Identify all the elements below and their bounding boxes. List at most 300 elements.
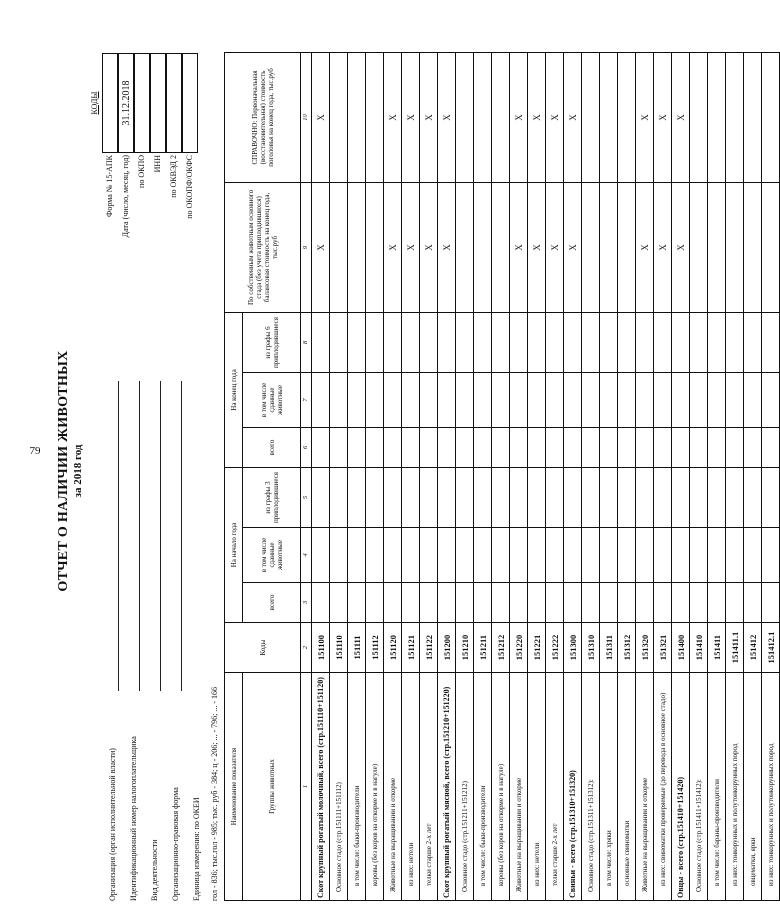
reference-value-cell[interactable] xyxy=(456,52,474,182)
value-cell[interactable] xyxy=(438,373,456,428)
reference-value-cell[interactable]: X xyxy=(672,52,690,182)
value-cell[interactable] xyxy=(402,583,420,623)
row-code: 151200 xyxy=(438,623,456,673)
value-cell[interactable] xyxy=(654,373,672,428)
value-cell[interactable] xyxy=(312,373,330,428)
row-code: 151310 xyxy=(582,623,600,673)
value-cell[interactable] xyxy=(636,312,654,372)
value-cell[interactable] xyxy=(708,428,726,468)
value-cell[interactable] xyxy=(456,528,474,583)
row-code: 151211 xyxy=(474,623,492,673)
value-cell[interactable] xyxy=(744,583,762,623)
reference-value-cell[interactable]: X xyxy=(384,52,402,182)
value-cell[interactable] xyxy=(546,583,564,623)
table-row xyxy=(312,52,330,900)
value-cell[interactable] xyxy=(546,528,564,583)
own-value-cell[interactable] xyxy=(708,182,726,312)
value-cell[interactable] xyxy=(348,373,366,428)
own-value-cell[interactable] xyxy=(348,182,366,312)
own-value-cell[interactable]: X xyxy=(546,182,564,312)
value-cell[interactable] xyxy=(492,312,510,372)
value-cell[interactable] xyxy=(744,468,762,528)
header-end-from6: из графы 6 приплодившиеся xyxy=(243,312,301,372)
units-field: Единица измерения: по ОКЕИ xyxy=(192,797,201,901)
own-value-cell[interactable] xyxy=(690,182,708,312)
reference-value-cell[interactable] xyxy=(366,52,384,182)
value-cell[interactable] xyxy=(348,528,366,583)
value-cell[interactable] xyxy=(726,583,744,623)
value-cell[interactable] xyxy=(546,468,564,528)
value-cell[interactable] xyxy=(474,468,492,528)
value-cell[interactable] xyxy=(492,528,510,583)
row-label: Животные на выращивании и откорме xyxy=(510,673,528,901)
value-cell[interactable] xyxy=(402,468,420,528)
value-cell[interactable] xyxy=(528,468,546,528)
codes-okopf-row: по ОКОПФ/ОКФС xyxy=(182,53,198,341)
value-cell[interactable] xyxy=(438,468,456,528)
value-cell[interactable] xyxy=(366,528,384,583)
header-section xyxy=(92,53,222,901)
table-row xyxy=(744,52,762,900)
table-row xyxy=(528,52,546,900)
value-cell[interactable] xyxy=(438,528,456,583)
own-value-cell[interactable]: X xyxy=(384,182,402,312)
row-label: Овцы - всего (стр.151410+151420) xyxy=(672,673,690,901)
own-value-cell[interactable] xyxy=(582,182,600,312)
row-code: 151112 xyxy=(366,623,384,673)
row-label: из них: тонкорунных и полутонкорунных пород xyxy=(762,673,780,901)
row-label: из них: нетели xyxy=(528,673,546,901)
value-cell[interactable] xyxy=(474,583,492,623)
value-cell[interactable] xyxy=(546,373,564,428)
value-cell[interactable] xyxy=(366,583,384,623)
tax-id-field: Идентификационный номер налогоплательщика xyxy=(125,381,146,901)
value-cell[interactable] xyxy=(672,528,690,583)
activity-field: Вид деятельности xyxy=(146,381,167,901)
own-value-cell[interactable] xyxy=(618,182,636,312)
value-cell[interactable] xyxy=(384,468,402,528)
header-fields xyxy=(104,381,209,901)
row-code: 151312 xyxy=(618,623,636,673)
value-cell[interactable] xyxy=(420,428,438,468)
value-cell[interactable] xyxy=(330,312,348,372)
row-code: 151100 xyxy=(312,623,330,673)
value-cell[interactable] xyxy=(708,373,726,428)
table-row xyxy=(600,52,618,900)
value-cell[interactable] xyxy=(690,468,708,528)
value-cell[interactable] xyxy=(564,373,582,428)
value-cell[interactable] xyxy=(564,583,582,623)
reference-value-cell[interactable] xyxy=(600,52,618,182)
own-value-cell[interactable]: X xyxy=(564,182,582,312)
value-cell[interactable] xyxy=(618,528,636,583)
value-cell[interactable] xyxy=(636,468,654,528)
value-cell[interactable] xyxy=(708,528,726,583)
header-start-leased: в том числе сданные животные xyxy=(243,528,301,583)
value-cell[interactable] xyxy=(600,528,618,583)
value-cell[interactable] xyxy=(618,428,636,468)
reference-value-cell[interactable] xyxy=(582,52,600,182)
value-cell[interactable] xyxy=(564,528,582,583)
own-value-cell[interactable]: X xyxy=(654,182,672,312)
own-value-cell[interactable] xyxy=(456,182,474,312)
reference-value-cell[interactable]: X xyxy=(420,52,438,182)
value-cell[interactable] xyxy=(564,468,582,528)
value-cell[interactable] xyxy=(312,528,330,583)
value-cell[interactable] xyxy=(744,528,762,583)
value-cell[interactable] xyxy=(654,428,672,468)
value-cell[interactable] xyxy=(528,583,546,623)
value-cell[interactable] xyxy=(636,583,654,623)
value-cell[interactable] xyxy=(600,428,618,468)
value-cell[interactable] xyxy=(474,528,492,583)
value-cell[interactable] xyxy=(618,312,636,372)
value-cell[interactable] xyxy=(384,373,402,428)
reference-value-cell[interactable]: X xyxy=(564,52,582,182)
header-start-from3: из графы 3 приплодившиеся xyxy=(243,468,301,528)
table-row xyxy=(762,52,780,900)
row-label: телки старше 2-х лет xyxy=(420,673,438,901)
legal-form-field: Организационно-правовая форма xyxy=(167,381,188,901)
table-row xyxy=(546,52,564,900)
value-cell[interactable] xyxy=(402,528,420,583)
reference-value-cell[interactable] xyxy=(744,52,762,182)
header-end-total: всего xyxy=(243,428,301,468)
value-cell[interactable] xyxy=(312,428,330,468)
value-cell[interactable] xyxy=(510,583,528,623)
units-note: гол - 836; тыс.гол - 985; тыс. руб - 384; ц - 206; ... - 796; ... - 166 xyxy=(210,686,219,901)
value-cell[interactable] xyxy=(636,428,654,468)
own-value-cell[interactable]: X xyxy=(510,182,528,312)
table-row xyxy=(366,52,384,900)
value-cell[interactable] xyxy=(564,428,582,468)
value-cell[interactable] xyxy=(366,373,384,428)
value-cell[interactable] xyxy=(510,373,528,428)
value-cell[interactable] xyxy=(528,373,546,428)
value-cell[interactable] xyxy=(600,373,618,428)
value-cell[interactable] xyxy=(564,312,582,372)
value-cell[interactable] xyxy=(366,312,384,372)
row-label: из них: тонкорунных и полутонкорунных пород xyxy=(726,673,744,901)
value-cell[interactable] xyxy=(420,468,438,528)
value-cell[interactable] xyxy=(420,528,438,583)
value-cell[interactable] xyxy=(384,312,402,372)
value-cell[interactable] xyxy=(744,373,762,428)
value-cell[interactable] xyxy=(402,373,420,428)
value-cell[interactable] xyxy=(654,583,672,623)
table-row xyxy=(672,52,690,900)
value-cell[interactable] xyxy=(582,583,600,623)
row-code: 151120 xyxy=(384,623,402,673)
row-code: 151121 xyxy=(402,623,420,673)
header-end-of-year: На конец года xyxy=(225,312,243,467)
own-value-cell[interactable] xyxy=(726,182,744,312)
row-label: Скот крупный рогатый мясной, всего (стр.151210+151220) xyxy=(438,673,456,901)
value-cell[interactable] xyxy=(690,312,708,372)
own-value-cell[interactable] xyxy=(762,182,780,312)
row-label: в том числе: хряки xyxy=(600,673,618,901)
title-block xyxy=(52,53,88,901)
own-value-cell[interactable]: X xyxy=(312,182,330,312)
own-value-cell[interactable] xyxy=(744,182,762,312)
value-cell[interactable] xyxy=(708,468,726,528)
row-label: Основное стадо (стр.151111+151112) xyxy=(330,673,348,901)
table-row xyxy=(438,52,456,900)
value-cell[interactable] xyxy=(492,373,510,428)
row-label: основные свиноматки xyxy=(618,673,636,901)
row-code: 151412 xyxy=(744,623,762,673)
own-value-cell[interactable]: X xyxy=(438,182,456,312)
row-label: в том числе: быки-производители xyxy=(348,673,366,901)
value-cell[interactable] xyxy=(708,583,726,623)
value-cell[interactable] xyxy=(492,583,510,623)
row-code: 151221 xyxy=(528,623,546,673)
rotated-document xyxy=(52,53,776,901)
table-row xyxy=(618,52,636,900)
value-cell[interactable] xyxy=(510,468,528,528)
value-cell[interactable] xyxy=(546,428,564,468)
value-cell[interactable] xyxy=(690,373,708,428)
header-own-value: По собственным животным основного стада (без учета приплодившихся) балансовая стоимость на конец года, тыс.руб xyxy=(225,182,301,312)
table-row xyxy=(636,52,654,900)
value-cell[interactable] xyxy=(474,428,492,468)
value-cell[interactable] xyxy=(420,373,438,428)
value-cell[interactable] xyxy=(762,583,780,623)
own-value-cell[interactable] xyxy=(492,182,510,312)
value-cell[interactable] xyxy=(600,312,618,372)
row-code: 151122 xyxy=(420,623,438,673)
value-cell[interactable] xyxy=(636,373,654,428)
value-cell[interactable] xyxy=(312,468,330,528)
value-cell[interactable] xyxy=(330,528,348,583)
value-cell[interactable] xyxy=(618,373,636,428)
value-cell[interactable] xyxy=(384,528,402,583)
value-cell[interactable] xyxy=(762,312,780,372)
value-cell[interactable] xyxy=(726,428,744,468)
row-code: 151320 xyxy=(636,623,654,673)
codes-date-row: Дата (число, месяц, год) 31.12.2018 xyxy=(118,53,134,341)
codes-okpo-row: по ОКПО xyxy=(134,53,150,341)
reference-value-cell[interactable] xyxy=(330,52,348,182)
value-cell[interactable] xyxy=(348,312,366,372)
reference-value-cell[interactable]: X xyxy=(654,52,672,182)
value-cell[interactable] xyxy=(456,373,474,428)
value-cell[interactable] xyxy=(528,312,546,372)
value-cell[interactable] xyxy=(474,373,492,428)
value-cell[interactable] xyxy=(690,528,708,583)
header-start-of-year: На начало года xyxy=(225,468,243,623)
value-cell[interactable] xyxy=(474,312,492,372)
reference-value-cell[interactable]: X xyxy=(528,52,546,182)
value-cell[interactable] xyxy=(510,312,528,372)
table-row xyxy=(402,52,420,900)
value-cell[interactable] xyxy=(402,312,420,372)
row-code: 151300 xyxy=(564,623,582,673)
codes-form-row: Форма № 15-АПК xyxy=(102,53,118,341)
table-row xyxy=(330,52,348,900)
own-value-cell[interactable]: X xyxy=(420,182,438,312)
value-cell[interactable] xyxy=(690,583,708,623)
value-cell[interactable] xyxy=(726,468,744,528)
table-row xyxy=(384,52,402,900)
value-cell[interactable] xyxy=(654,468,672,528)
own-value-cell[interactable] xyxy=(600,182,618,312)
row-code: 151411.1 xyxy=(726,623,744,673)
value-cell[interactable] xyxy=(600,468,618,528)
value-cell[interactable] xyxy=(708,312,726,372)
value-cell[interactable] xyxy=(726,373,744,428)
value-cell[interactable] xyxy=(672,468,690,528)
value-cell[interactable] xyxy=(654,528,672,583)
value-cell[interactable] xyxy=(510,428,528,468)
reference-value-cell[interactable]: X xyxy=(510,52,528,182)
row-label: Основное стадо (стр.151311+151312): xyxy=(582,673,600,901)
column-numbers-row: 1 2 3 4 5 6 7 8 9 10 xyxy=(301,52,312,900)
own-value-cell[interactable] xyxy=(330,182,348,312)
table-row xyxy=(492,52,510,900)
value-cell[interactable] xyxy=(582,428,600,468)
reference-value-cell[interactable]: X xyxy=(402,52,420,182)
value-cell[interactable] xyxy=(348,468,366,528)
value-cell[interactable] xyxy=(618,468,636,528)
codes-inn-row: ИНН xyxy=(150,53,166,341)
value-cell[interactable] xyxy=(546,312,564,372)
value-cell[interactable] xyxy=(690,428,708,468)
value-cell[interactable] xyxy=(420,312,438,372)
value-cell[interactable] xyxy=(438,428,456,468)
reference-value-cell[interactable]: X xyxy=(312,52,330,182)
reference-value-cell[interactable] xyxy=(474,52,492,182)
value-cell[interactable] xyxy=(510,528,528,583)
row-code: 151212 xyxy=(492,623,510,673)
row-label: Основное стадо (стр.151411+151412): xyxy=(690,673,708,901)
value-cell[interactable] xyxy=(384,583,402,623)
reference-value-cell[interactable] xyxy=(618,52,636,182)
table-row xyxy=(654,52,672,900)
value-cell[interactable] xyxy=(654,312,672,372)
value-cell[interactable] xyxy=(744,428,762,468)
reference-value-cell[interactable]: X xyxy=(546,52,564,182)
row-label: коровы (без коров на откорме и в нагуле) xyxy=(366,673,384,901)
row-code: 151220 xyxy=(510,623,528,673)
row-code: 151210 xyxy=(456,623,474,673)
value-cell[interactable] xyxy=(330,373,348,428)
reference-value-cell[interactable] xyxy=(492,52,510,182)
value-cell[interactable] xyxy=(744,312,762,372)
reference-value-cell[interactable] xyxy=(762,52,780,182)
table-row xyxy=(690,52,708,900)
document-subtitle: за 2018 год xyxy=(72,444,84,498)
reference-value-cell[interactable] xyxy=(348,52,366,182)
table-row xyxy=(708,52,726,900)
reference-value-cell[interactable] xyxy=(708,52,726,182)
reference-value-cell[interactable] xyxy=(690,52,708,182)
value-cell[interactable] xyxy=(312,583,330,623)
value-cell[interactable] xyxy=(456,583,474,623)
own-value-cell[interactable] xyxy=(474,182,492,312)
own-value-cell[interactable]: X xyxy=(636,182,654,312)
value-cell[interactable] xyxy=(672,312,690,372)
value-cell[interactable] xyxy=(420,583,438,623)
table-body xyxy=(312,52,780,900)
row-label: овцематки, ярки xyxy=(744,673,762,901)
value-cell[interactable] xyxy=(762,373,780,428)
value-cell[interactable] xyxy=(330,428,348,468)
own-value-cell[interactable]: X xyxy=(528,182,546,312)
own-value-cell[interactable]: X xyxy=(402,182,420,312)
value-cell[interactable] xyxy=(672,373,690,428)
value-cell[interactable] xyxy=(762,468,780,528)
own-value-cell[interactable]: X xyxy=(672,182,690,312)
value-cell[interactable] xyxy=(762,528,780,583)
row-code: 151410 xyxy=(690,623,708,673)
reference-value-cell[interactable]: X xyxy=(438,52,456,182)
row-label: Животные на выращивании и откорме xyxy=(384,673,402,901)
value-cell[interactable] xyxy=(618,583,636,623)
value-cell[interactable] xyxy=(312,312,330,372)
reference-value-cell[interactable]: X xyxy=(636,52,654,182)
header-start-total: всего xyxy=(243,583,301,623)
value-cell[interactable] xyxy=(528,428,546,468)
row-code: 151411 xyxy=(708,623,726,673)
table-row xyxy=(582,52,600,900)
codes-okved-row: по ОКВЭД 2 xyxy=(166,53,182,341)
value-cell[interactable] xyxy=(672,428,690,468)
own-value-cell[interactable] xyxy=(366,182,384,312)
value-cell[interactable] xyxy=(582,312,600,372)
value-cell[interactable] xyxy=(402,428,420,468)
value-cell[interactable] xyxy=(330,583,348,623)
value-cell[interactable] xyxy=(582,468,600,528)
row-label: Основное стадо (стр.151211+151212) xyxy=(456,673,474,901)
header-end-leased: в том числе сданные животные xyxy=(243,373,301,428)
value-cell[interactable] xyxy=(348,428,366,468)
value-cell[interactable] xyxy=(672,583,690,623)
value-cell[interactable] xyxy=(582,373,600,428)
document-title: ОТЧЕТ О НАЛИЧИИ ЖИВОТНЫХ xyxy=(56,350,71,592)
value-cell[interactable] xyxy=(330,468,348,528)
table-row xyxy=(420,52,438,900)
header-reference-value: СПРАВОЧНО: Первоначальная (восстановительная) стоимость поголовья на конец года, тыс.руб xyxy=(225,52,301,182)
value-cell[interactable] xyxy=(366,428,384,468)
value-cell[interactable] xyxy=(384,428,402,468)
row-code: 151110 xyxy=(330,623,348,673)
value-cell[interactable] xyxy=(438,583,456,623)
value-cell[interactable] xyxy=(600,583,618,623)
value-cell[interactable] xyxy=(528,528,546,583)
value-cell[interactable] xyxy=(636,528,654,583)
table-row xyxy=(726,52,744,900)
animals-table xyxy=(224,52,780,901)
value-cell[interactable] xyxy=(492,428,510,468)
value-cell[interactable] xyxy=(456,428,474,468)
value-cell[interactable] xyxy=(726,312,744,372)
value-cell[interactable] xyxy=(762,428,780,468)
value-cell[interactable] xyxy=(456,312,474,372)
value-cell[interactable] xyxy=(438,312,456,372)
reference-value-cell[interactable] xyxy=(726,52,744,182)
value-cell[interactable] xyxy=(348,583,366,623)
value-cell[interactable] xyxy=(582,528,600,583)
value-cell[interactable] xyxy=(456,468,474,528)
row-code: 151321 xyxy=(654,623,672,673)
organization-field: Организация (орган исполнительной власти) xyxy=(104,381,125,901)
value-cell[interactable] xyxy=(726,528,744,583)
table-row xyxy=(474,52,492,900)
header-name: Наименование показателя xyxy=(225,673,243,901)
value-cell[interactable] xyxy=(492,468,510,528)
value-cell[interactable] xyxy=(366,468,384,528)
